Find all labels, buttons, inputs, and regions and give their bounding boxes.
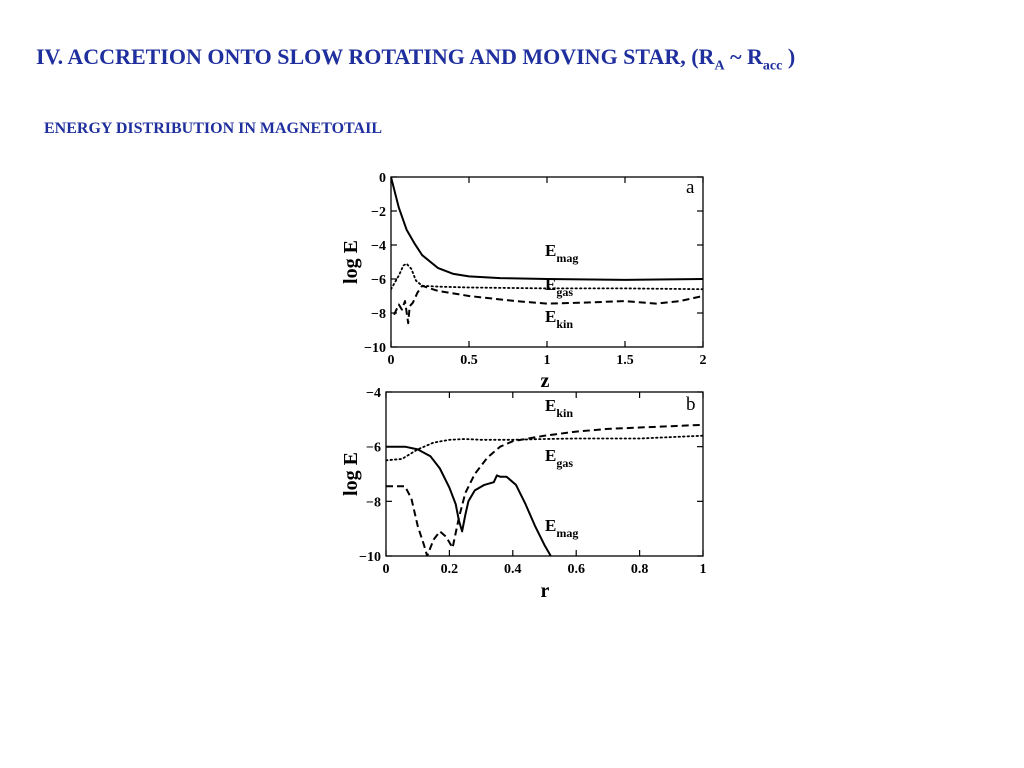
x-tick-label: 0.5 [460, 353, 478, 368]
y-tick-label: −2 [371, 205, 386, 220]
panel-letter: b [686, 394, 696, 415]
y-axis-label: log E [340, 240, 362, 284]
x-tick-label: 0.2 [440, 562, 459, 577]
x-tick-label: 1 [543, 353, 551, 368]
y-tick-label: −4 [366, 386, 381, 401]
y-tick-label: −10 [359, 550, 381, 565]
x-axis-label: z [540, 370, 550, 392]
series-label-e-mag: $E_{mag}$ [545, 241, 579, 265]
series-line-e-mag [386, 447, 551, 556]
y-tick-label: −8 [366, 495, 381, 511]
chart-panel-b [340, 386, 707, 602]
x-tick-label: 1.5 [616, 353, 634, 368]
x-tick-label: 0.4 [504, 562, 522, 577]
series-line-e-kin [386, 425, 703, 556]
y-tick-label: −6 [366, 440, 381, 456]
x-tick-label: 0.6 [567, 562, 585, 577]
series-label-e-kin: $E_{kin}$ [545, 307, 574, 331]
y-tick-label: −6 [371, 273, 386, 288]
series-line-e-mag [391, 177, 703, 280]
x-axis-label: r [540, 580, 550, 602]
y-tick-label: −10 [364, 341, 386, 356]
series-label-e-gas: $E_{gas}$ [545, 446, 574, 470]
series-label-e-mag: $E_{mag}$ [545, 516, 579, 540]
y-axis-label: log E [340, 452, 362, 496]
y-tick-label: −8 [371, 307, 386, 322]
chart-panel-a [340, 171, 707, 392]
x-tick-label: 0 [382, 562, 390, 577]
x-tick-label: 0 [387, 353, 395, 368]
x-tick-label: 1 [699, 562, 707, 577]
series-label-e-kin: $E_{kin}$ [545, 396, 574, 420]
slide-subtitle: ENERGY DISTRIBUTION IN MAGNETOTAIL [44, 120, 382, 137]
panel-letter: a [686, 177, 695, 198]
x-tick-label: 0.8 [630, 562, 649, 577]
series-label-e-gas: $E_{gas}$ [545, 275, 574, 299]
y-tick-label: 0 [379, 171, 386, 186]
x-tick-label: 2 [699, 353, 707, 368]
y-tick-label: −4 [371, 239, 386, 254]
slide-title: IV. ACCRETION ONTO SLOW ROTATING AND MOVING STAR, ($R_A$ ~ $R_{acc}$ ) [36, 44, 796, 74]
